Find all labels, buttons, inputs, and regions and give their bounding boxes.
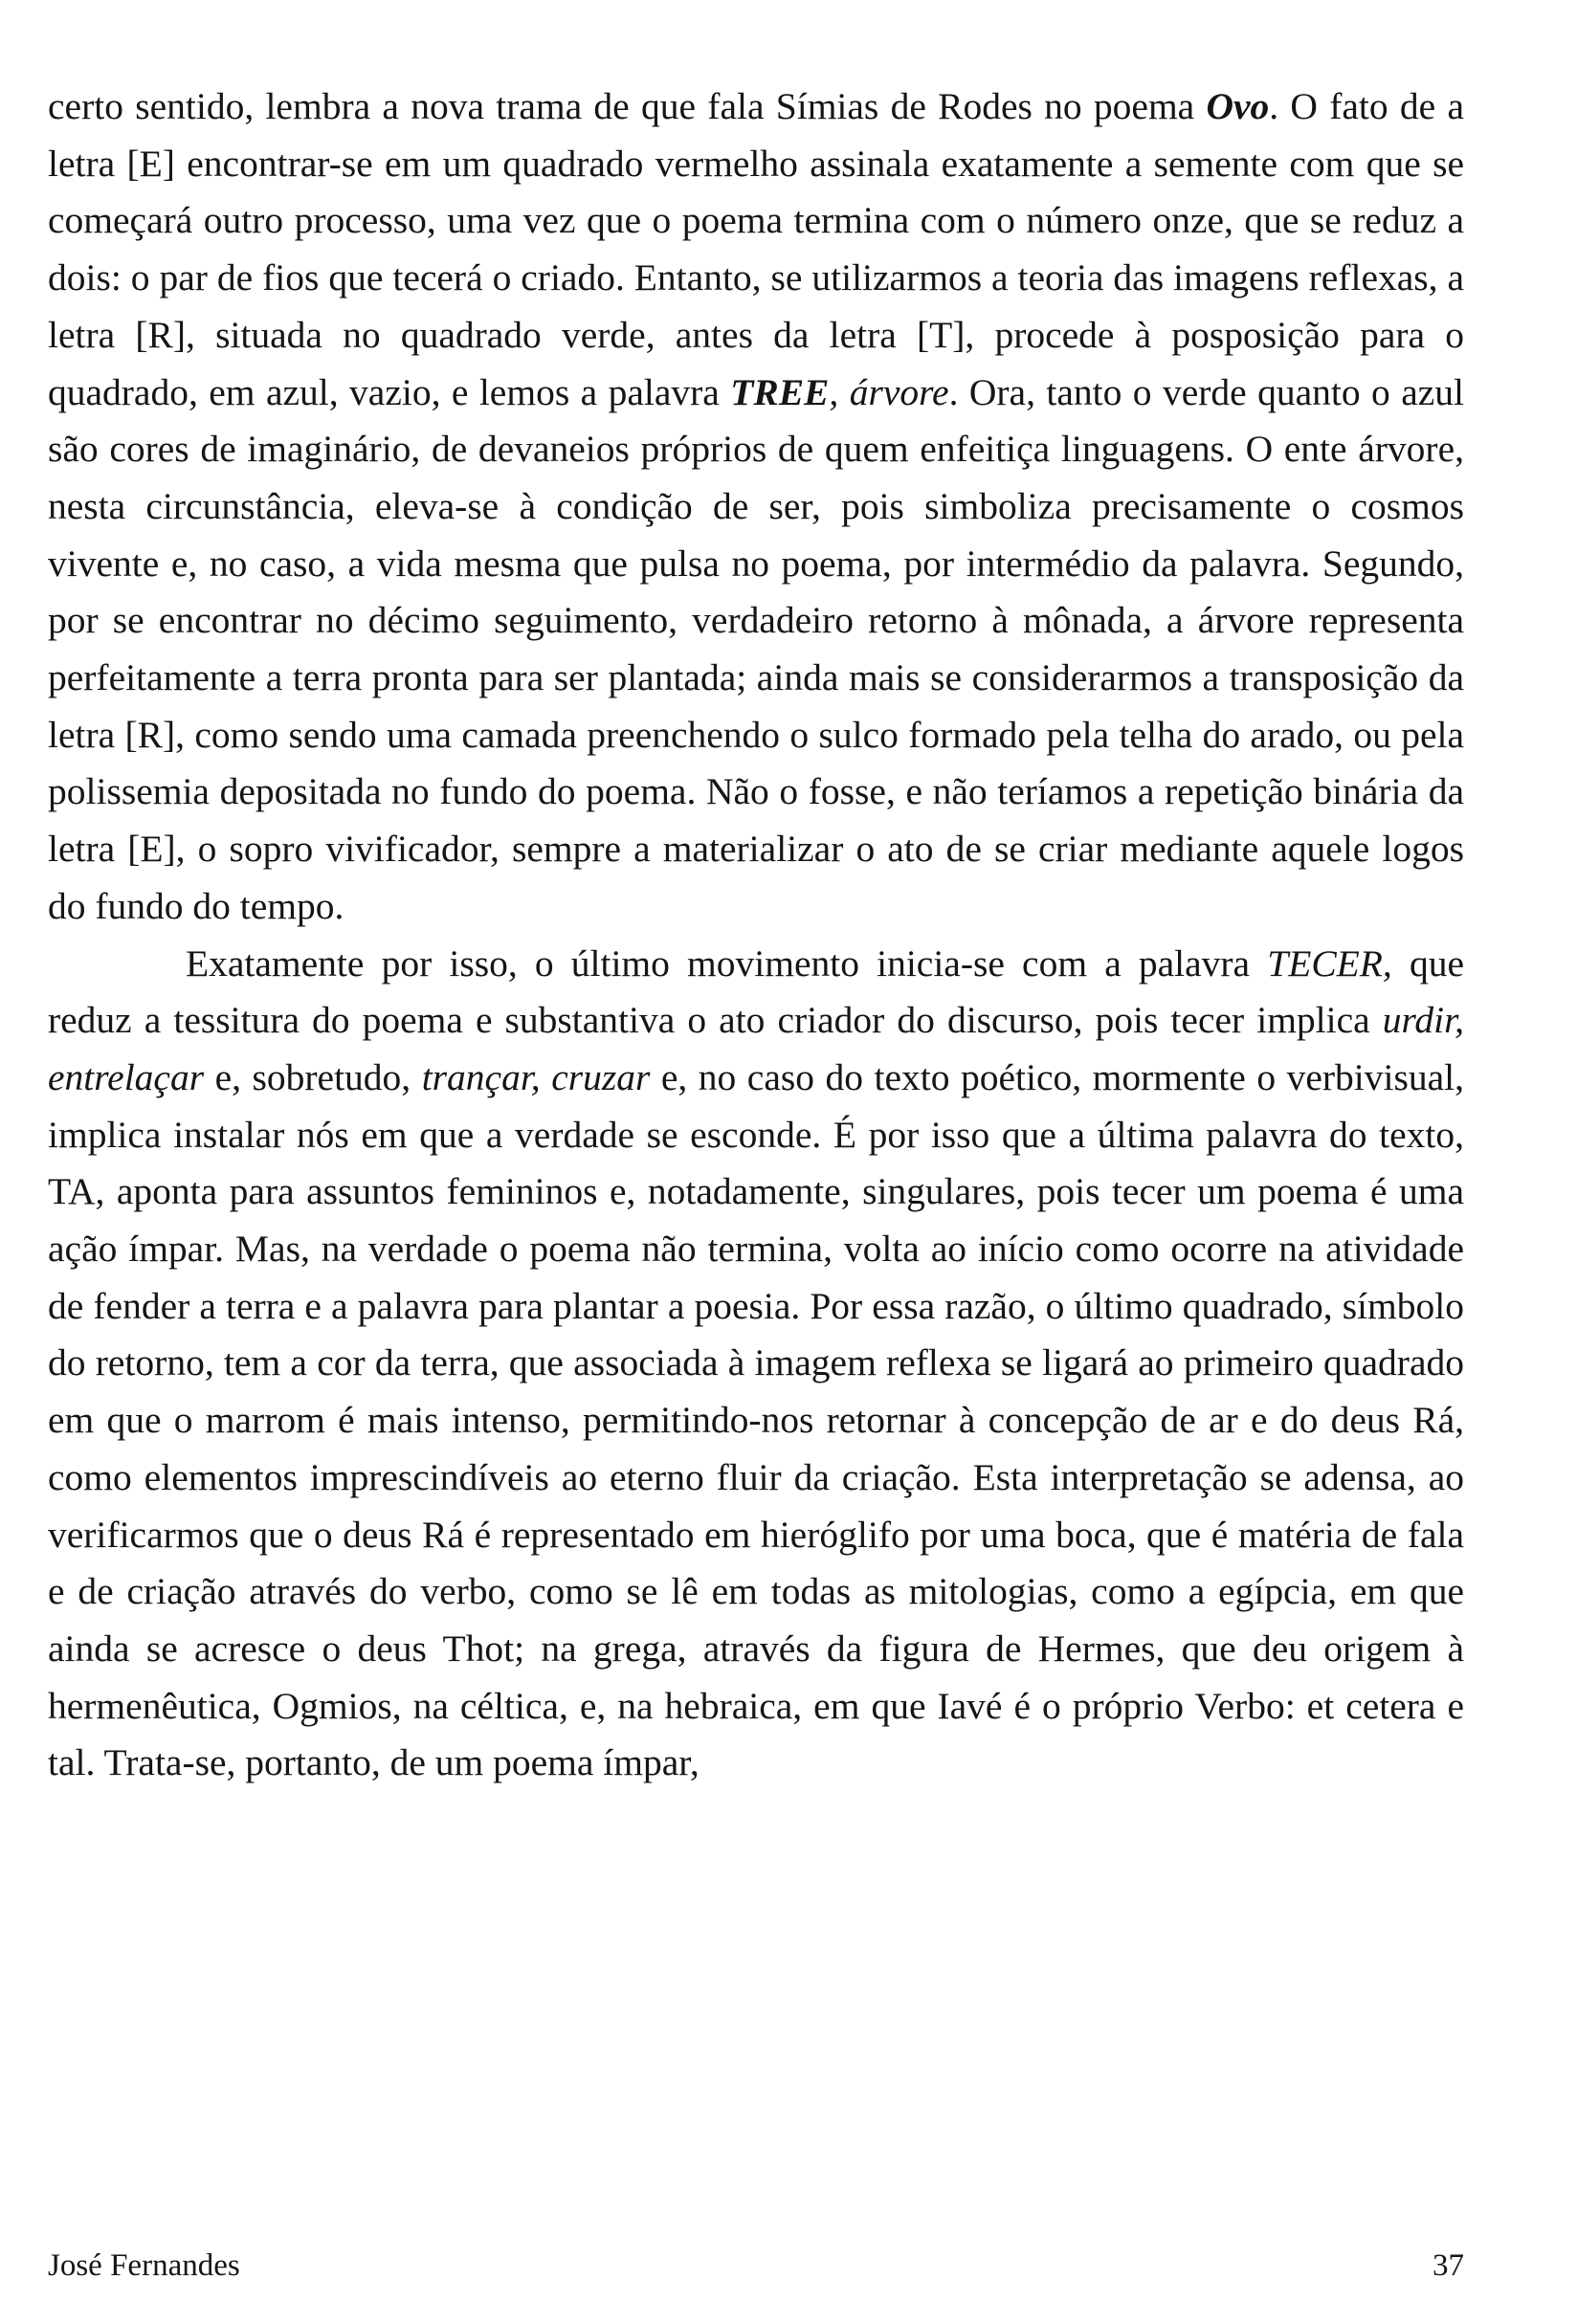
paragraph-2-part-2: que reduz a tessitura do poema e substantiva o ato criador do discurso, pois tecer implica [48, 941, 1464, 1042]
page-number: 37 [1433, 2248, 1464, 2283]
paragraph-2 [48, 936, 1464, 1793]
paragraph-1-part-2: . O fato de a letra [E] encontrar-se em um quadrado vermelho assinala exatamente a semente com que se começará outro processo, uma vez que o poema termina com o número onze, que se reduz a dois: o par de fios que tecerá o criado. Entanto, se utilizarmos a teoria das imagens reflexas, a letra [R], situada no quadrado verde, antes da letra [T], procede à posposição para o quadrado, em azul, vazio, e lemos a palavra [48, 85, 1464, 413]
paragraph-1-part-1: certo sentido, lembra a nova trama de que fala Símias de Rodes no poema [48, 85, 1207, 127]
arvore-word: árvore [849, 370, 949, 413]
page-footer [48, 2248, 1464, 2296]
comma-separator: , [829, 370, 850, 413]
ovo-title: Ovo [1206, 85, 1270, 127]
tree-word: TREE [730, 370, 830, 413]
paragraph-1-part-3: . Ora, tanto o verde quanto o azul são cores de imaginário, de devaneios próprios de quem enfeitiça linguagens. O ente árvore, nesta circunstância, eleva-se à condição de ser, pois simboliza precisamente o cosmos vivente e, no caso, a vida mesma que pulsa no poema, por intermédio da palavra. Segundo, por se encontrar no décimo seguimento, verdadeiro retorno à mônada, a árvore representa perfeitamente a terra pronta para ser plantada; ainda mais se considerarmos a transposição da letra [R], como sendo uma camada preenchendo o sulco formado pela telha do arado, ou pela polissemia depositada no fundo do poema. Não o fosse, e não teríamos a repetição binária da letra [E], o sopro vivificador, sempre a materializar o ato de se criar mediante aquele logos do fundo do tempo. [48, 370, 1464, 927]
urdir-words: urdir, entrelaçar [48, 999, 1464, 1098]
footer-author: José Fernandes [48, 2248, 240, 2283]
body-text [48, 78, 1464, 1792]
paragraph-2-part-4: e, no caso do texto poético, mormente o verbivisual, implica instalar nós em que a verdade se esconde. É por isso que a última palavra do texto, TA, aponta para assuntos femininos e, notadamente, singulares, pois tecer um poema é uma ação ímpar. Mas, na verdade o poema não termina, volta ao início como ocorre na atividade de fender a terra e a palavra para plantar a poesia. Por essa razão, o último quadrado, símbolo do retorno, tem a cor da terra, que associada à imagem reflexa se ligará ao primeiro quadrado em que o marrom é mais intenso, permitindo-nos retornar à concepção de ar e do deus Rá, como elementos imprescindíveis ao eterno fluir da criação. Esta interpretação se adensa, ao verificarmos que o deus Rá é representado em hieróglifo por uma boca, que é matéria de fala e de criação através do verbo, como se lê em todas as mitologias, como a egípcia, em que ainda se acresce o deus Thot; na grega, através da figura de Hermes, que deu origem à hermenêutica, Ogmios, na céltica, e, na hebraica, em que Iavé é o próprio Verbo: et cetera e tal. Trata-se, portanto, de um poema ímpar, [48, 1055, 1464, 1784]
tecer-word: TECER, [1267, 941, 1392, 985]
trancar-words: trançar, cruzar [421, 1055, 651, 1098]
paragraph-2-part-1: Exatamente por isso, o último movimento inicia-se com a palavra [186, 941, 1268, 985]
paragraph-2-part-3: e, sobretudo, [204, 1055, 422, 1098]
paragraph-1 [48, 78, 1464, 936]
